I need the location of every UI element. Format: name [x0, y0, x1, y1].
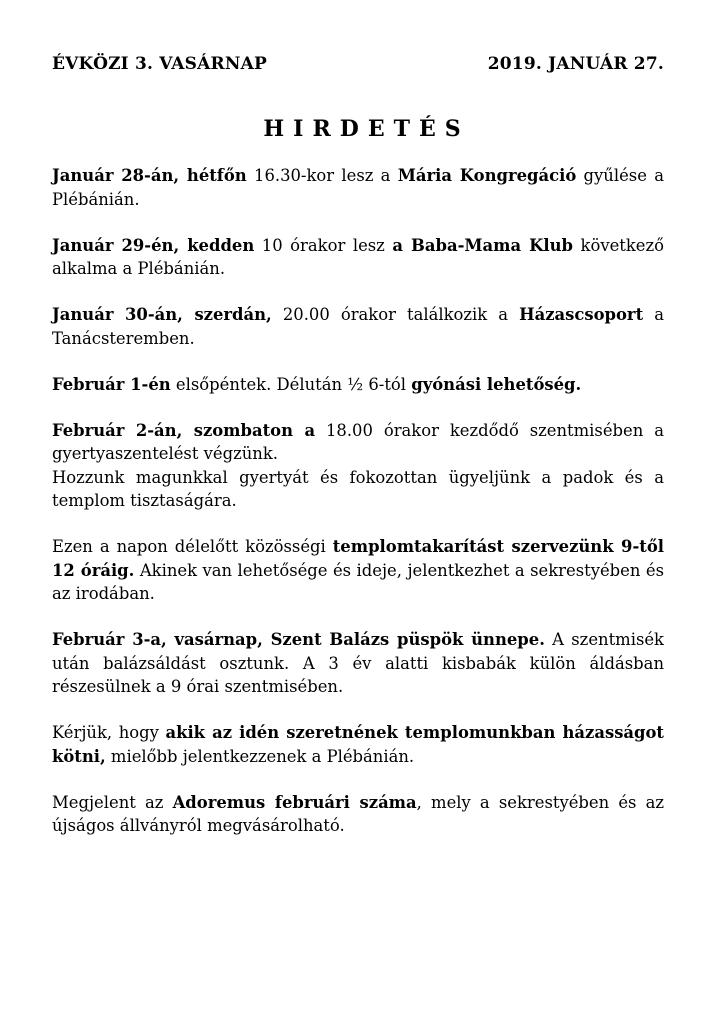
emphasized-text: Február 2-án, szombaton a [52, 420, 316, 440]
emphasized-text: Február 3-a, vasárnap, Szent Balázs püspök ünnepe. [52, 630, 545, 649]
announcement-paragraph [52, 164, 664, 211]
body-text: Akinek van lehetősége és ideje, jelentkezhet a sekrestyében és az irodában. [52, 560, 664, 603]
body-text: 16.30-kor lesz a [246, 166, 398, 185]
body-text: gyűlése a Plébánián. [52, 166, 664, 209]
emphasized-text: Január 30-án, szerdán, [52, 305, 272, 324]
emphasized-text: gyónási lehetőség. [411, 374, 582, 394]
announcement-paragraph [52, 373, 664, 397]
announcement-paragraph [52, 234, 664, 281]
body-text: következő alkalma a Plébánián. [52, 235, 665, 278]
body-text: , mely a sekrestyében és az újságos állványról megvásárolható. [52, 792, 664, 835]
emphasized-text: Adoremus februári száma [172, 792, 417, 812]
announcement-paragraph [52, 303, 664, 350]
header-date: 2019. JANUÁR 27. [487, 54, 664, 74]
announcement-paragraph [52, 791, 664, 838]
announcement-paragraph [52, 419, 664, 513]
header-liturgical-day: ÉVKÖZI 3. VASÁRNAP [52, 54, 267, 74]
body-text: Hozzunk magunkkal gyertyát és fokozottan ügyeljünk a padok és a templom tisztaságára. [52, 467, 664, 510]
emphasized-text: a Baba-Mama Klub [392, 235, 573, 255]
body-text: elsőpéntek. Délután ½ 6-tól [170, 374, 412, 394]
body-text: Ezen a napon délelőtt közösségi [52, 537, 333, 556]
announcement-paragraph [52, 721, 664, 768]
announcements-body [52, 164, 664, 860]
emphasized-text: Házascsoport [519, 305, 644, 324]
body-text: mielőbb jelentkezzenek a Plébánián. [105, 746, 415, 766]
announcement-paragraph [52, 535, 664, 606]
emphasized-text: Január 28-án, hétfőn [52, 166, 247, 185]
emphasized-text: Január 29-én, kedden [52, 235, 255, 255]
body-text: 10 órakor lesz [254, 235, 393, 255]
emphasized-text: akik az idén szeretnének templomunkban házasságot kötni, [52, 723, 665, 766]
body-text: 18.00 órakor kezdődő szentmisében a gyertyaszentelést végzünk. [52, 420, 664, 463]
body-text: a Tanácsteremben. [52, 305, 664, 348]
body-text: A szentmisék után balázsáldást osztunk. A 3 év alatti kisbabák külön áldásban részesülnek a 9 órai szentmisében. [52, 630, 664, 696]
body-text: Megjelent az [52, 792, 173, 812]
emphasized-text: Mária Kongregáció [397, 166, 577, 185]
announcement-paragraph [52, 628, 664, 699]
emphasized-text: templomtakarítást szervezünk 9-től 12 óráig. [52, 537, 664, 580]
page-title: HIRDETÉS [263, 116, 470, 142]
body-text: Kérjük, hogy [52, 723, 166, 742]
document-header [52, 54, 664, 74]
emphasized-text: Február 1-én [52, 374, 171, 394]
body-text: 20.00 órakor találkozik a [271, 305, 520, 324]
